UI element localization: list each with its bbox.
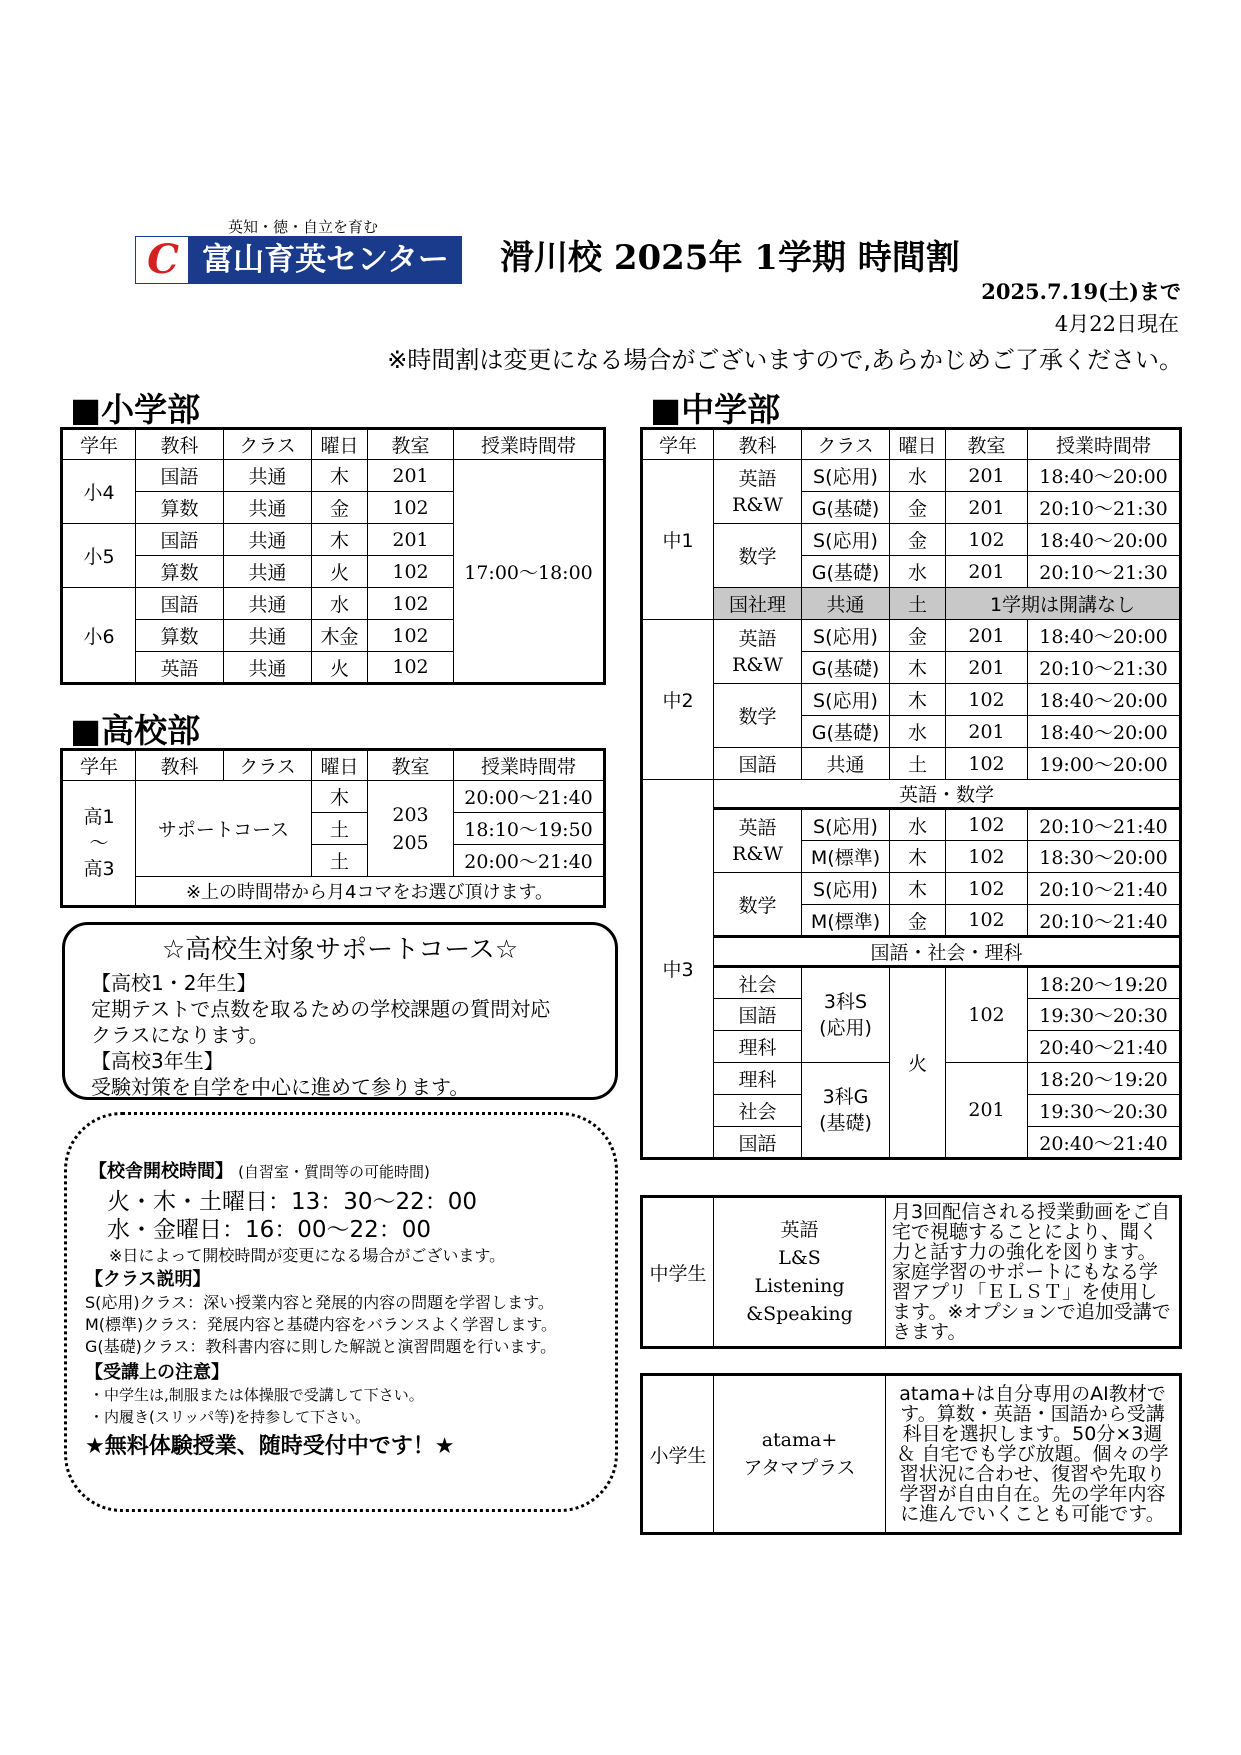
subject-cell bbox=[714, 460, 802, 524]
support-line: 受験対策を自学を中心に進めて参ります。 bbox=[91, 1075, 470, 1099]
header-subject: 教科 bbox=[136, 429, 224, 460]
subject-name: 英語 bbox=[738, 627, 777, 650]
class-sub: (応用) bbox=[819, 1017, 872, 1039]
room-1: 203 bbox=[392, 803, 429, 826]
header-room: 教室 bbox=[946, 429, 1028, 460]
option-target: 小学生 bbox=[642, 1375, 714, 1534]
room-cell: 102 bbox=[368, 652, 454, 684]
room-cell: 102 bbox=[946, 684, 1028, 716]
day-cell: 木 bbox=[312, 460, 368, 492]
room-cell: 201 bbox=[946, 556, 1028, 588]
room-cell: 102 bbox=[946, 841, 1028, 873]
time-cell: 18:40～20:00 bbox=[1028, 716, 1181, 748]
day-cell: 水 bbox=[890, 556, 946, 588]
option-atama-table bbox=[640, 1373, 1182, 1535]
junior-table bbox=[640, 427, 1182, 1160]
class-cell: G(基礎) bbox=[802, 492, 890, 524]
option-name-line: &Speaking bbox=[746, 1303, 853, 1325]
high-note: ※上の時間帯から月4コマをお選び頂けます。 bbox=[136, 877, 605, 907]
header-class: クラス bbox=[802, 429, 890, 460]
room-cell: 201 bbox=[946, 652, 1028, 684]
class-cell: 共通 bbox=[224, 620, 312, 652]
time-cell: 18:20～19:20 bbox=[1028, 1063, 1181, 1095]
support-line: 【高校1・2年生】 bbox=[91, 971, 257, 995]
logo-tagline: 英知・徳・自立を育む bbox=[228, 218, 379, 236]
subject-cell: 国語 bbox=[136, 524, 224, 556]
page-title: 滑川校 2025年 1学期 時間割 bbox=[500, 238, 960, 278]
room-cell: 201 bbox=[946, 620, 1028, 652]
room-cell: 201 bbox=[946, 1063, 1028, 1159]
day-cell: 土 bbox=[312, 845, 368, 877]
open-hours-2: 水・金曜日：16：00～22：00 bbox=[107, 1217, 432, 1243]
grade-cell: 中2 bbox=[642, 620, 714, 780]
class-cell: S(応用) bbox=[802, 524, 890, 556]
room-cell: 102 bbox=[946, 967, 1028, 1063]
room-cell: 201 bbox=[368, 524, 454, 556]
grade-cell: 中3 bbox=[642, 780, 714, 1159]
subject-cell: 算数 bbox=[136, 620, 224, 652]
room-cell: 102 bbox=[368, 492, 454, 524]
header-room: 教室 bbox=[368, 750, 454, 781]
not-offered-cell: 1学期は開講なし bbox=[946, 588, 1181, 620]
support-line: クラスになります。 bbox=[91, 1023, 269, 1047]
class-title: 【クラス説明】 bbox=[85, 1269, 211, 1290]
time-cell: 18:40～20:00 bbox=[1028, 684, 1181, 716]
day-cell: 金 bbox=[890, 905, 946, 937]
class-cell: S(応用) bbox=[802, 460, 890, 492]
time-cell: 18:20～19:20 bbox=[1028, 967, 1181, 999]
class-cell: G(基礎) bbox=[802, 652, 890, 684]
until-date: 2025.7.19(土)まで bbox=[981, 279, 1181, 304]
day-cell: 木 bbox=[890, 684, 946, 716]
class-desc-s: S(応用)クラス：深い授業内容と発展的内容の問題を学習します。 bbox=[85, 1293, 554, 1312]
option-name bbox=[714, 1375, 886, 1534]
grade-bottom: 高3 bbox=[83, 858, 115, 880]
note-1: ・中学生は,制服または体操服で受講して下さい。 bbox=[89, 1386, 424, 1404]
elementary-table bbox=[60, 427, 606, 685]
class-cell: S(応用) bbox=[802, 684, 890, 716]
room-cell: 102 bbox=[946, 809, 1028, 841]
subject-name: 英語 bbox=[738, 467, 777, 490]
class-cell bbox=[802, 967, 890, 1063]
header-grade: 学年 bbox=[62, 429, 136, 460]
option-description: atama+は自分専用のAI教材です。算数・英語・国語から受講科目を選択します。50分×3週 ＆ 自宅でも学び放題。個々の学習状況に合わせ、復習や先取り学習が自由自在。先の学年内容に進んでいくことも可能です。 bbox=[886, 1375, 1181, 1534]
class-cell: 共通 bbox=[224, 588, 312, 620]
subject-cell: 算数 bbox=[136, 556, 224, 588]
day-cell: 木金 bbox=[312, 620, 368, 652]
trial-notice: ★無料体験授業、随時受付中です！★ bbox=[85, 1434, 455, 1459]
subject-cell: 国社理 bbox=[714, 588, 802, 620]
time-cell: 20:00～21:40 bbox=[454, 781, 605, 813]
class-cell: S(応用) bbox=[802, 809, 890, 841]
room-cell: 102 bbox=[946, 748, 1028, 780]
day-cell: 金 bbox=[890, 492, 946, 524]
day-cell: 火 bbox=[312, 652, 368, 684]
time-cell: 20:10～21:40 bbox=[1028, 873, 1181, 905]
time-cell: 20:10～21:30 bbox=[1028, 492, 1181, 524]
logo bbox=[135, 236, 462, 284]
time-cell: 20:10～21:40 bbox=[1028, 905, 1181, 937]
time-cell: 18:40～20:00 bbox=[1028, 620, 1181, 652]
grade-mid: ～ bbox=[89, 832, 109, 854]
support-line: 定期テストで点数を取るための学校課題の質問対応 bbox=[91, 997, 551, 1021]
option-description: 月3回配信される授業動画をご自宅で視聴することにより、聞く力と話す力の強化を図ります。家庭学習のサポートにもなる学習アプリ「ＥＬＳＴ」を使用します。※オプションで追加受講できます。 bbox=[886, 1197, 1181, 1348]
day-cell: 木 bbox=[312, 781, 368, 813]
elementary-title: ■小学部 bbox=[70, 390, 201, 429]
subject-sub: R&W bbox=[732, 843, 783, 865]
day-cell: 木 bbox=[890, 652, 946, 684]
day-cell: 水 bbox=[890, 716, 946, 748]
change-notice: ※時間割は変更になる場合がございますので,あらかじめご了承ください。 bbox=[387, 346, 1183, 374]
day-cell: 金 bbox=[312, 492, 368, 524]
subject-cell: 理科 bbox=[714, 1031, 802, 1063]
day-cell: 金 bbox=[890, 620, 946, 652]
room-2: 205 bbox=[392, 831, 429, 854]
header-time: 授業時間帯 bbox=[1028, 429, 1181, 460]
header-day: 曜日 bbox=[890, 429, 946, 460]
option-name-line: 英語 bbox=[780, 1219, 819, 1241]
header-subject: 教科 bbox=[714, 429, 802, 460]
subject-cell: 数学 bbox=[714, 524, 802, 588]
room-cell: 102 bbox=[368, 556, 454, 588]
class-cell: 共通 bbox=[802, 748, 890, 780]
time-cell: 18:30～20:00 bbox=[1028, 841, 1181, 873]
subject-cell: 国語 bbox=[136, 460, 224, 492]
option-name-line: アタマプラス bbox=[743, 1457, 856, 1479]
day-cell: 土 bbox=[312, 813, 368, 845]
grade-cell bbox=[62, 781, 136, 907]
class-sub: (基礎) bbox=[819, 1112, 872, 1134]
logo-name: 富山育英センター bbox=[189, 236, 462, 284]
day-cell: 火 bbox=[890, 967, 946, 1159]
day-cell: 木 bbox=[312, 524, 368, 556]
class-cell: 共通 bbox=[224, 460, 312, 492]
high-title: ■高校部 bbox=[70, 711, 201, 750]
subject-sub: R&W bbox=[732, 493, 783, 516]
subgroup-header: 国語・社会・理科 bbox=[714, 937, 1181, 967]
class-cell: 共通 bbox=[224, 524, 312, 556]
subject-cell: 社会 bbox=[714, 967, 802, 999]
header-day: 曜日 bbox=[312, 429, 368, 460]
time-cell: 19:00～20:00 bbox=[1028, 748, 1181, 780]
day-cell: 木 bbox=[890, 873, 946, 905]
room-cell: 201 bbox=[946, 716, 1028, 748]
subgroup-header: 英語・数学 bbox=[714, 780, 1181, 809]
time-cell: 18:10～19:50 bbox=[454, 813, 605, 845]
subject-cell: 国語 bbox=[714, 748, 802, 780]
class-cell: S(応用) bbox=[802, 620, 890, 652]
time-cell: 20:10～21:40 bbox=[1028, 809, 1181, 841]
room-cell: 102 bbox=[946, 524, 1028, 556]
time-cell: 19:30～20:30 bbox=[1028, 999, 1181, 1031]
support-course-box bbox=[62, 922, 618, 1100]
time-cell: 20:40～21:40 bbox=[1028, 1031, 1181, 1063]
subject-cell: 社会 bbox=[714, 1095, 802, 1127]
time-cell: 20:10～21:30 bbox=[1028, 652, 1181, 684]
subject-sub: R&W bbox=[732, 653, 783, 676]
junior-title: ■中学部 bbox=[650, 390, 781, 429]
grade-cell: 中1 bbox=[642, 460, 714, 620]
open-hours-title: 【校舎開校時間】 bbox=[89, 1161, 233, 1182]
room-cell: 102 bbox=[368, 588, 454, 620]
open-hours-1: 火・木・土曜日：13：30～22：00 bbox=[107, 1189, 478, 1215]
grade-cell: 小6 bbox=[62, 588, 136, 684]
option-name-line: Listening bbox=[754, 1275, 845, 1297]
header-grade: 学年 bbox=[62, 750, 136, 781]
class-desc-g: G(基礎)クラス：教科書内容に則した解説と演習問題を行います。 bbox=[85, 1337, 557, 1356]
time-cell: 20:40～21:40 bbox=[1028, 1127, 1181, 1159]
option-target: 中学生 bbox=[642, 1197, 714, 1348]
grade-top: 高1 bbox=[83, 806, 115, 828]
class-cell: 共通 bbox=[224, 556, 312, 588]
day-cell: 水 bbox=[890, 809, 946, 841]
class-cell: S(応用) bbox=[802, 873, 890, 905]
room-cell: 102 bbox=[946, 873, 1028, 905]
day-cell: 木 bbox=[890, 841, 946, 873]
day-cell: 火 bbox=[312, 556, 368, 588]
class-cell: G(基礎) bbox=[802, 716, 890, 748]
subject-cell: 英語 bbox=[136, 652, 224, 684]
grade-cell: 小4 bbox=[62, 460, 136, 524]
notes-title: 【受講上の注意】 bbox=[85, 1362, 229, 1383]
class-cell: 共通 bbox=[802, 588, 890, 620]
header-day: 曜日 bbox=[312, 750, 368, 781]
class-cell: M(標準) bbox=[802, 905, 890, 937]
course-cell: サポートコース bbox=[136, 781, 312, 877]
info-box bbox=[64, 1112, 618, 1512]
note-2: ・内履き(スリッパ等)を持参して下さい。 bbox=[89, 1408, 371, 1426]
day-cell: 土 bbox=[890, 748, 946, 780]
subject-cell: 国語 bbox=[714, 1127, 802, 1159]
room-cell: 102 bbox=[946, 905, 1028, 937]
header-class: クラス bbox=[224, 750, 312, 781]
support-line: 【高校3年生】 bbox=[91, 1049, 224, 1073]
header-room: 教室 bbox=[368, 429, 454, 460]
header-subject: 教科 bbox=[136, 750, 224, 781]
subject-cell: 国語 bbox=[714, 999, 802, 1031]
room-cell: 201 bbox=[368, 460, 454, 492]
subject-cell bbox=[714, 809, 802, 873]
day-cell: 土 bbox=[890, 588, 946, 620]
room-cell: 102 bbox=[368, 620, 454, 652]
subject-cell: 算数 bbox=[136, 492, 224, 524]
class-cell: 共通 bbox=[224, 652, 312, 684]
class-cell bbox=[802, 1063, 890, 1159]
time-cell: 17:00～18:00 bbox=[454, 460, 605, 684]
class-name: 3科G bbox=[822, 1086, 869, 1108]
class-cell: G(基礎) bbox=[802, 556, 890, 588]
room-cell: 201 bbox=[946, 492, 1028, 524]
room-cell bbox=[368, 781, 454, 877]
subject-name: 英語 bbox=[738, 817, 777, 839]
subject-cell bbox=[714, 620, 802, 684]
day-cell: 水 bbox=[890, 460, 946, 492]
as-of-date: 4月22日現在 bbox=[1054, 312, 1179, 336]
subject-cell: 理科 bbox=[714, 1063, 802, 1095]
time-cell: 20:00～21:40 bbox=[454, 845, 605, 877]
class-desc-m: M(標準)クラス：発展内容と基礎内容をバランスよく学習します。 bbox=[85, 1315, 558, 1334]
header-grade: 学年 bbox=[642, 429, 714, 460]
class-cell: 共通 bbox=[224, 492, 312, 524]
option-name bbox=[714, 1197, 886, 1348]
open-hours-note: ※日によって開校時間が変更になる場合がございます。 bbox=[109, 1246, 506, 1265]
header-time: 授業時間帯 bbox=[454, 429, 605, 460]
open-hours-sub: (自習室・質問等の可能時間) bbox=[238, 1163, 430, 1181]
class-name: 3科S bbox=[823, 991, 868, 1013]
high-table bbox=[60, 748, 606, 908]
time-cell: 20:10～21:30 bbox=[1028, 556, 1181, 588]
time-cell: 18:40～20:00 bbox=[1028, 524, 1181, 556]
option-name-line: atama+ bbox=[761, 1429, 838, 1451]
logo-mark-icon: C bbox=[147, 236, 179, 283]
subject-cell: 国語 bbox=[136, 588, 224, 620]
subject-cell: 数学 bbox=[714, 684, 802, 748]
header-class: クラス bbox=[224, 429, 312, 460]
option-name-line: L&S bbox=[778, 1247, 821, 1269]
class-cell: M(標準) bbox=[802, 841, 890, 873]
option-lands-table bbox=[640, 1195, 1182, 1349]
support-title: ☆高校生対象サポートコース☆ bbox=[161, 935, 519, 965]
day-cell: 水 bbox=[312, 588, 368, 620]
room-cell: 201 bbox=[946, 460, 1028, 492]
day-cell: 金 bbox=[890, 524, 946, 556]
grade-cell: 小5 bbox=[62, 524, 136, 588]
time-cell: 19:30～20:30 bbox=[1028, 1095, 1181, 1127]
header-time: 授業時間帯 bbox=[454, 750, 605, 781]
time-cell: 18:40～20:00 bbox=[1028, 460, 1181, 492]
subject-cell: 数学 bbox=[714, 873, 802, 937]
